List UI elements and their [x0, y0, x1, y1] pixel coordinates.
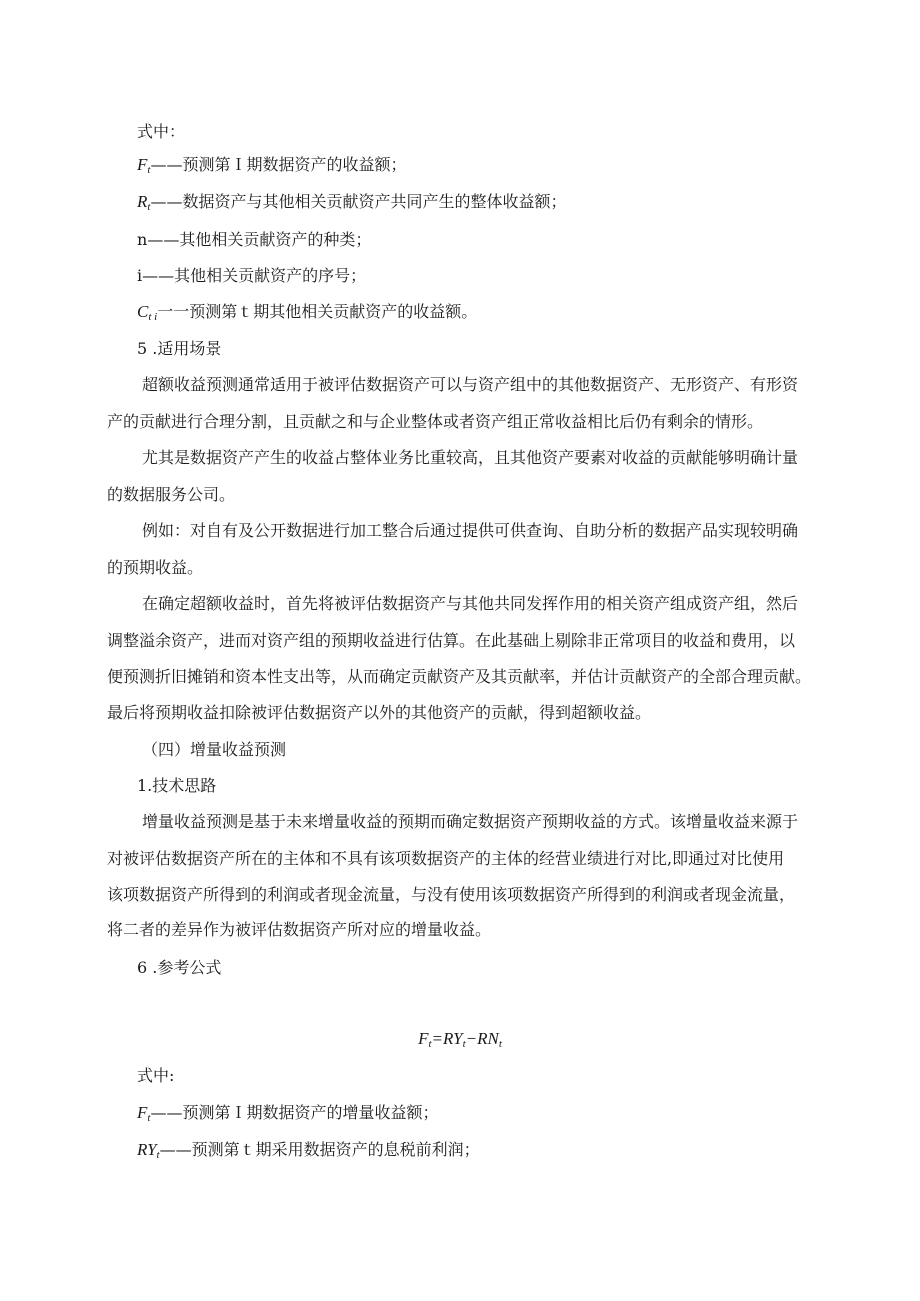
- paragraph-line: 的数据服务公司。: [107, 485, 236, 504]
- formula-equals: =: [431, 1029, 444, 1048]
- definition-text: ——其他相关贡献资产的序号；: [142, 266, 367, 285]
- formula-term: RN: [477, 1029, 499, 1048]
- formula-lhs: F: [418, 1029, 429, 1048]
- paragraph-line: 最后将预期收益扣除被评估数据资产以外的其他资产的贡献，得到超额收益。: [107, 703, 652, 722]
- paragraph-line: 该项数据资产所得到的利润或者现金流量，与没有使用该项数据资产所得到的利润或者现金流量，: [107, 885, 796, 904]
- paragraph-line: 对被评估数据资产所在的主体和不具有该项数据资产的主体的经营业绩进行对比,即通过对比使用: [107, 849, 785, 868]
- paragraph-line: 产的贡献进行合理分割，且贡献之和与企业整体或者资产组正常收益相比后仍有剩余的情形。: [107, 412, 764, 431]
- definition-line: [137, 154, 406, 181]
- definition-text: ——预测第Ｉ期数据资产的增量收益额；: [150, 1103, 439, 1122]
- symbol: $R_t$: [137, 192, 151, 213]
- symbol: $RY_t$: [137, 1140, 160, 1161]
- definition-text: ——预测第ｔ期采用数据资产的息税前利润；: [159, 1140, 480, 1159]
- section-heading: 1.技术思路: [137, 776, 217, 795]
- definition-text: ——其他相关贡献资产的种类；: [147, 230, 372, 249]
- paragraph-line: 超额收益预测通常适用于被评估数据资产可以与资产组中的其他数据资产、无形资产、有形资: [142, 375, 799, 394]
- definition-text: ——预测第Ｉ期数据资产的收益额；: [150, 155, 407, 174]
- section-heading: （四）增量收益预测: [142, 740, 287, 759]
- paragraph-line: 增量收益预测是基于未来增量收益的预期而确定数据资产预期收益的方式。该增量收益来源于: [142, 812, 799, 831]
- definition-text: 一一预测第ｔ期其他相关贡献资产的收益额。: [157, 302, 478, 321]
- where-label: 式中：: [137, 122, 186, 141]
- paragraph-line: 调整溢余资产，进而对资产组的预期收益进行估算。在此基础上剔除非正常项目的收益和费用，以: [107, 631, 796, 650]
- where-label: 式中:: [137, 1066, 175, 1085]
- definition-line: [137, 1139, 480, 1166]
- definition-line: [137, 1102, 438, 1129]
- paragraph-line: 尤其是数据资产产生的收益占整体业务比重较高，且其他资产要素对收益的贡献能够明确计量: [142, 448, 799, 467]
- definition-line: [137, 265, 366, 287]
- symbol: n: [137, 230, 148, 249]
- paragraph-line: 的预期收益。: [107, 558, 204, 577]
- formula-term: RY: [443, 1029, 463, 1048]
- paragraph-line: 在确定超额收益时，首先将被评估数据资产与其他共同发挥作用的相关资产组成资产组，然后: [142, 594, 799, 613]
- symbol: $C_{t i}$: [137, 302, 158, 323]
- section-heading: 6 .参考公式: [137, 958, 222, 977]
- definition-text: ——数据资产与其他相关贡献资产共同产生的整体收益额；: [150, 192, 567, 211]
- paragraph-line: 例如：对自有及公开数据进行加工整合后通过提供可供查询、自助分析的数据产品实现较明确: [142, 521, 799, 540]
- definition-line: [137, 191, 566, 218]
- definition-line: [137, 229, 371, 251]
- section-heading: 5 .适用场景: [137, 339, 222, 358]
- formula: $F_t=RY_t-RN_t$: [418, 1029, 502, 1050]
- symbol: i: [137, 266, 143, 285]
- formula-minus: −: [465, 1029, 478, 1048]
- symbol: $F_t$: [137, 1103, 151, 1124]
- paragraph-line: 便预测折旧摊销和资本性支出等，从而确定贡献资产及其贡献率，并估计贡献资产的全部合理贡献。: [107, 667, 812, 686]
- symbol: $F_t$: [137, 155, 151, 176]
- definition-line: [137, 301, 477, 328]
- paragraph-line: 将二者的差异作为被评估数据资产所对应的增量收益。: [107, 920, 492, 939]
